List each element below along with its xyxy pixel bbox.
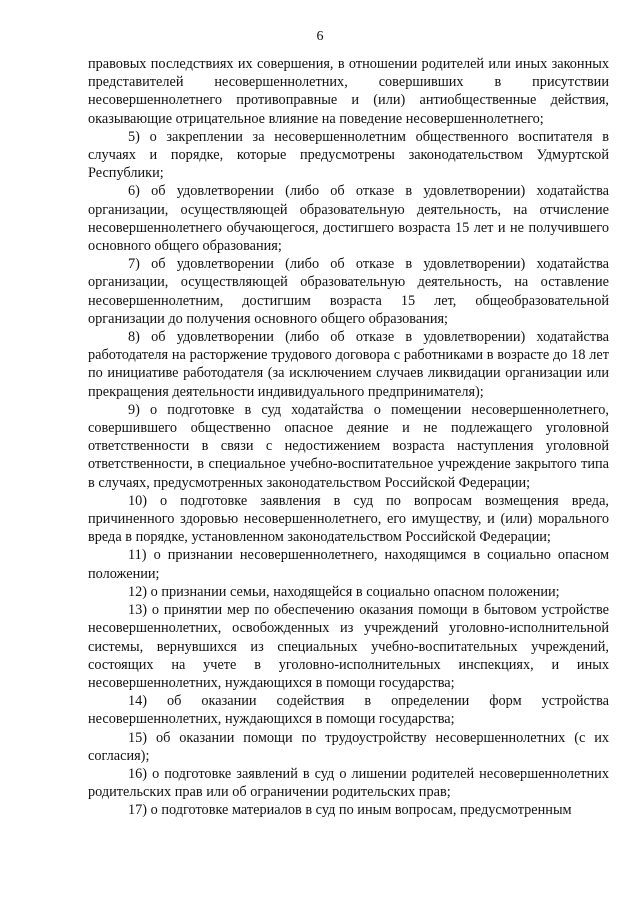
list-item-8: 8) об удовлетворении (либо об отказе в удовлетворении) ходатайства работодателя на расторжение трудового договора с работниками в возрасте до 18 лет по инициативе работодателя (за исключением случаев ликвидации организации или прекращения деятельности индивидуального предпринимателя); [88, 329, 609, 400]
list-item-17: 17) о подготовке материалов в суд по иным вопросам, предусмотренным [128, 802, 572, 819]
list-item-9: 9) о подготовке в суд ходатайства о помещении несовершеннолетнего, совершившего общественно опасное деяние и не подлежащего уголовной ответственности в связи с недостижением возраста наступления уголовной ответственности, в специальное учебно-воспитательное учреждение закрытого типа в случаях, предусмотренных законодательством Российской Федерации; [88, 401, 609, 491]
document-body [88, 55, 609, 820]
list-item-7: 7) об удовлетворении (либо об отказе в удовлетворении) ходатайства организации, осуществляющей образовательную деятельность, на оставление несовершеннолетним, достигшим возраста 15 лет, общеобразовательной организации до получения основного общего образования; [88, 256, 609, 327]
list-item-10: 10) о подготовке заявления в суд по вопросам возмещения вреда, причиненного здоровью несовершеннолетнего, его имуществу, и (или) морального вреда в порядке, установленном законодательством Российской Федерации; [88, 492, 609, 546]
list-item-12: 12) о признании семьи, находящейся в социально опасном положении; [128, 583, 560, 600]
page-number: 6 [316, 29, 324, 44]
list-item-5: 5) о закреплении за несовершеннолетним общественного воспитателя в случаях и порядке, которые предусмотрены законодательством Удмуртской Республики; [88, 128, 609, 182]
list-item-15: 15) об оказании помощи по трудоустройству несовершеннолетних (с их согласия); [88, 729, 609, 764]
list-item-14: 14) об оказании содействия в определении форм устройства несовершеннолетних, нуждающихся в помощи государства; [88, 693, 609, 728]
list-item-13: 13) о принятии мер по обеспечению оказания помощи в бытовом устройстве несовершеннолетних, освобожденных из учреждений уголовно-исполнительной системы, вернувшихся из специальных учебно-воспитательных учреждений, состоящих на учете в уголовно-исполнительных инспекциях, и иных несовершеннолетних, нуждающихся в помощи государства; [88, 602, 609, 691]
list-item-16: 16) о подготовке заявлений в суд о лишении родителей несовершеннолетних родительских прав или об ограничении родительских прав; [88, 765, 609, 801]
list-item-6: 6) об удовлетворении (либо об отказе в удовлетворении) ходатайства организации, осуществляющей образовательную деятельность, на отчисление несовершеннолетнего обучающегося, достигшего возраста 15 лет и не получившего основного общего образования; [88, 183, 609, 255]
list-item-11: 11) о признании несовершеннолетнего, находящимся в социально опасном положении; [88, 547, 609, 582]
paragraph-continuation: правовых последствиях их совершения, в отношении родителей или иных законных представителей несовершеннолетних, совершивших в присутствии несовершеннолетнего противоправные и (или) антиобщественные действия, оказывающие отрицательное влияние на поведение несовершеннолетнего; [88, 56, 609, 127]
